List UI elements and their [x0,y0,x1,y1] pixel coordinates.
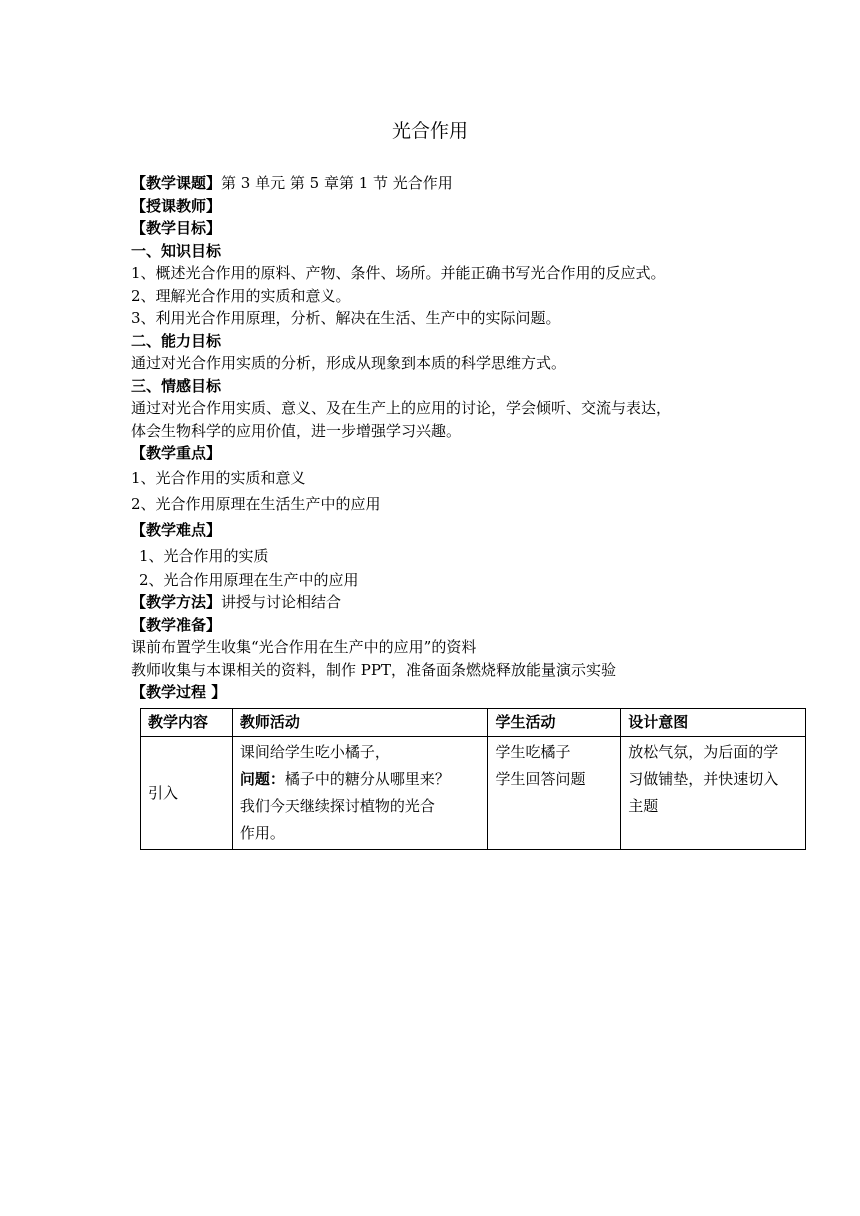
preparation-label: 【教学准备】 [131,615,222,634]
cell-content: 引入 [141,737,233,850]
lesson-plan-body [131,172,771,704]
key-point-1: 1、光合作用的实质和意义 [131,468,306,487]
teacher-line [131,195,771,218]
header-content: 教学内容 [141,709,233,737]
process-line [131,681,771,704]
teacher-line-1: 课间给学生吃小橘子， [239,743,390,761]
topic-value: 第 3 单元 第 5 章第 1 节 光合作用 [221,174,453,192]
teacher-question [240,766,481,793]
emotion-line-1: 通过对光合作用实质、意义、及在生产上的应用的讨论，学会倾听、交流与表达， [131,399,672,417]
cell-teacher-activity [232,737,488,850]
process-table-header [141,709,806,737]
emotion-line-2: 体会生物科学的应用价值，进一步增强学习兴趣。 [131,421,462,440]
preparation-item-2: 教师收集与本课相关的资料，制作 PPT，准备面条燃烧释放能量演示实验 [131,660,616,679]
difficulties-label: 【教学难点】 [131,520,222,539]
ability-heading: 二、能力目标 [131,331,222,350]
header-design-intent: 设计意图 [621,709,806,737]
teacher-line-2: 我们今天继续探讨植物的光合 [239,797,435,815]
knowledge-item-1: 1、概述光合作用的原料、产物、条件、场所。并能正确书写光合作用的反应式。 [131,264,666,282]
teacher-line-3: 作用。 [239,824,285,842]
topic-label: 【教学课题】 [131,174,222,192]
preparation-item-1: 课前布置学生收集“光合作用在生产中的应用”的资料 [131,638,477,656]
method-line [131,591,771,614]
cell-design-intent [621,737,806,850]
method-label: 【教学方法】 [131,593,222,611]
design-line-3: 主题 [628,797,659,815]
difficulty-2: 2、光合作用原理在生产中的应用 [139,570,359,589]
teacher-label: 【授课教师】 [131,196,222,215]
cell-student-activity [488,737,621,850]
design-line-2: 习做铺垫，并快速切入 [628,770,779,788]
key-points-label: 【教学重点】 [131,444,222,462]
student-line-2: 学生回答问题 [495,770,586,788]
knowledge-item-3: 3、利用光合作用原理，分析、解决在生活、生产中的实际问题。 [131,309,561,327]
method-value: 讲授与讨论相结合 [221,593,342,611]
key-point-2: 2、光合作用原理在生活生产中的应用 [131,494,381,513]
table-row [141,737,806,850]
header-student-activity: 学生活动 [488,709,621,737]
preparation-line [131,614,771,637]
objectives-line [131,217,771,240]
student-line-1: 学生吃橘子 [495,743,571,761]
key-points-line [131,442,771,465]
design-line-1: 放松气氛，为后面的学 [628,743,779,761]
knowledge-heading: 一、知识目标 [131,241,222,260]
ability-text: 通过对光合作用实质的分析，形成从现象到本质的科学思维方式。 [131,354,567,372]
page-title: 光合作用 [391,120,468,142]
process-table [140,708,806,850]
question-text: 橘子中的糖分从哪里来？ [284,770,450,788]
question-label: 问题： [239,770,285,788]
topic-line [131,172,771,195]
emotion-heading: 三、情感目标 [131,376,222,395]
knowledge-item-2: 2、理解光合作用的实质和意义。 [131,286,351,305]
difficulty-1: 1、光合作用的实质 [139,546,269,565]
objectives-label: 【教学目标】 [131,219,222,237]
difficulties-line [131,517,771,543]
header-teacher-activity: 教师活动 [232,709,488,737]
process-label: 【教学过程 】 [131,683,227,701]
